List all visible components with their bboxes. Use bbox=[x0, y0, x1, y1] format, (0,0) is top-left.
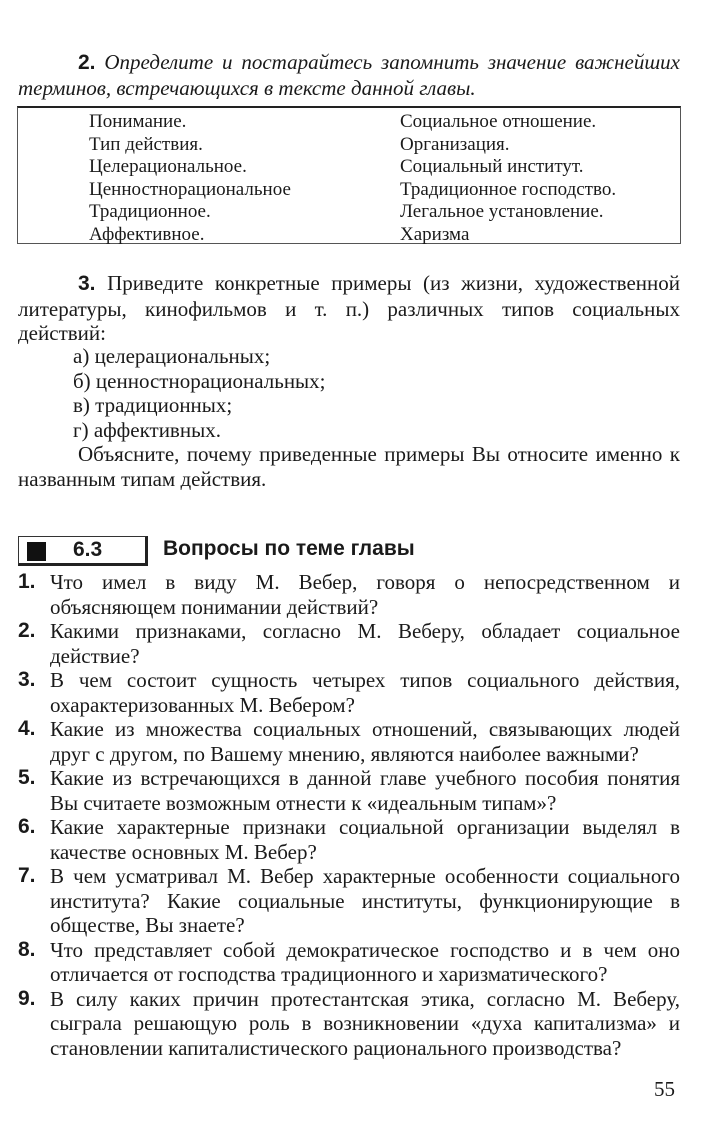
question-item bbox=[18, 717, 680, 766]
term-item: Аффективное. bbox=[89, 223, 205, 245]
question-item bbox=[18, 938, 680, 987]
question-text: Какие из встречающихся в данной главе учебного пособия понятия Вы считаете возможным отнести к «идеальным типам»? bbox=[50, 766, 680, 815]
term-item: Целерациональное. bbox=[89, 156, 247, 177]
list-item: в) традиционных; bbox=[73, 393, 233, 417]
list-item: б) ценностнорациональных; bbox=[73, 368, 326, 393]
term-item: Социальное отношение. bbox=[400, 111, 597, 132]
question-item bbox=[18, 987, 680, 1061]
question-text: Какими признаками, согласно М. Веберу, обладает социальное действие? bbox=[50, 619, 680, 668]
term-item: Харизма bbox=[400, 223, 470, 245]
term-item: Легальное установление. bbox=[400, 201, 604, 222]
question-item bbox=[18, 619, 680, 668]
question-text: В чем состоит сущность четырех типов социального действия, охарактеризованных М. Вебером? bbox=[50, 668, 680, 717]
section-number: 6.3 bbox=[73, 538, 103, 561]
question-item bbox=[18, 864, 680, 938]
question-text: В силу каких причин протестантская этика, согласно М. Веберу, сыграла решающую роль в возникновении «духа капитализма» и становлении капиталистического рационального производства? bbox=[50, 986, 680, 1060]
task-2-number: 2. bbox=[78, 51, 96, 74]
question-text: Какие из множества социальных отношений, связывающих людей друг с другом, по Вашему мнению, являются наиболее важными? bbox=[50, 717, 680, 766]
terms-column-left bbox=[89, 111, 291, 246]
question-number: 6. bbox=[18, 815, 36, 838]
task-2-text: Определите и постарайтесь запомнить значение важнейших терминов, встречающихся в тексте данной главы. bbox=[18, 50, 680, 100]
question-number: 9. bbox=[18, 986, 36, 1010]
task-3-text: Приведите конкретные примеры (из жизни, художественной литературы, кинофильмов и т. п.) различных типов социальных действий: bbox=[18, 271, 680, 345]
question-text: Что имел в виду М. Вебер, говоря о непосредственном и объясняющем понимании действий? bbox=[50, 570, 680, 619]
task-3-paragraph bbox=[18, 271, 680, 346]
term-item: Социальный институт. bbox=[400, 156, 584, 177]
question-number: 1. bbox=[18, 570, 36, 593]
question-number: 8. bbox=[18, 937, 36, 961]
term-item: Ценностнорациональное bbox=[89, 178, 291, 200]
question-item bbox=[18, 815, 680, 864]
section-title: Вопросы по теме главы bbox=[163, 537, 415, 560]
term-item: Организация. bbox=[400, 133, 510, 155]
list-item: а) целерациональных; bbox=[73, 344, 271, 368]
task-2-paragraph bbox=[18, 50, 680, 100]
list-item: г) аффективных. bbox=[73, 417, 221, 442]
question-number: 5. bbox=[18, 766, 36, 789]
questions-list bbox=[18, 570, 680, 1060]
term-item: Традиционное господство. bbox=[400, 178, 617, 200]
terms-column-right bbox=[400, 111, 616, 246]
question-number: 2. bbox=[18, 619, 36, 642]
page-number: 55 bbox=[654, 1077, 675, 1101]
question-text: В чем усматривал М. Вебер характерные особенности социального института? Какие социальные институты, функционирующие в обществе, Вы знаете? bbox=[50, 864, 680, 937]
terms-table bbox=[17, 106, 681, 244]
question-text: Какие характерные признаки социальной организации выделял в качестве основных М. Вебер? bbox=[50, 815, 680, 864]
term-item: Традиционное. bbox=[89, 201, 211, 222]
task-3-list bbox=[73, 344, 326, 442]
task-3-number: 3. bbox=[78, 272, 96, 295]
question-item bbox=[18, 766, 680, 815]
task-3-explain: Объясните, почему приведенные примеры Вы относите именно к названным типам действия. bbox=[18, 442, 680, 491]
question-number: 7. bbox=[18, 864, 36, 887]
section-number-box bbox=[18, 536, 148, 566]
question-item bbox=[18, 668, 680, 717]
section-square-icon bbox=[27, 542, 46, 561]
question-number: 3. bbox=[18, 668, 36, 691]
term-item: Тип действия. bbox=[89, 133, 203, 155]
question-text: Что представляет собой демократическое господство и в чем оно отличается от господства традиционного и харизматического? bbox=[50, 937, 680, 986]
question-item bbox=[18, 570, 680, 619]
section-heading bbox=[18, 536, 698, 568]
question-number: 4. bbox=[18, 717, 36, 740]
term-item: Понимание. bbox=[89, 111, 187, 132]
